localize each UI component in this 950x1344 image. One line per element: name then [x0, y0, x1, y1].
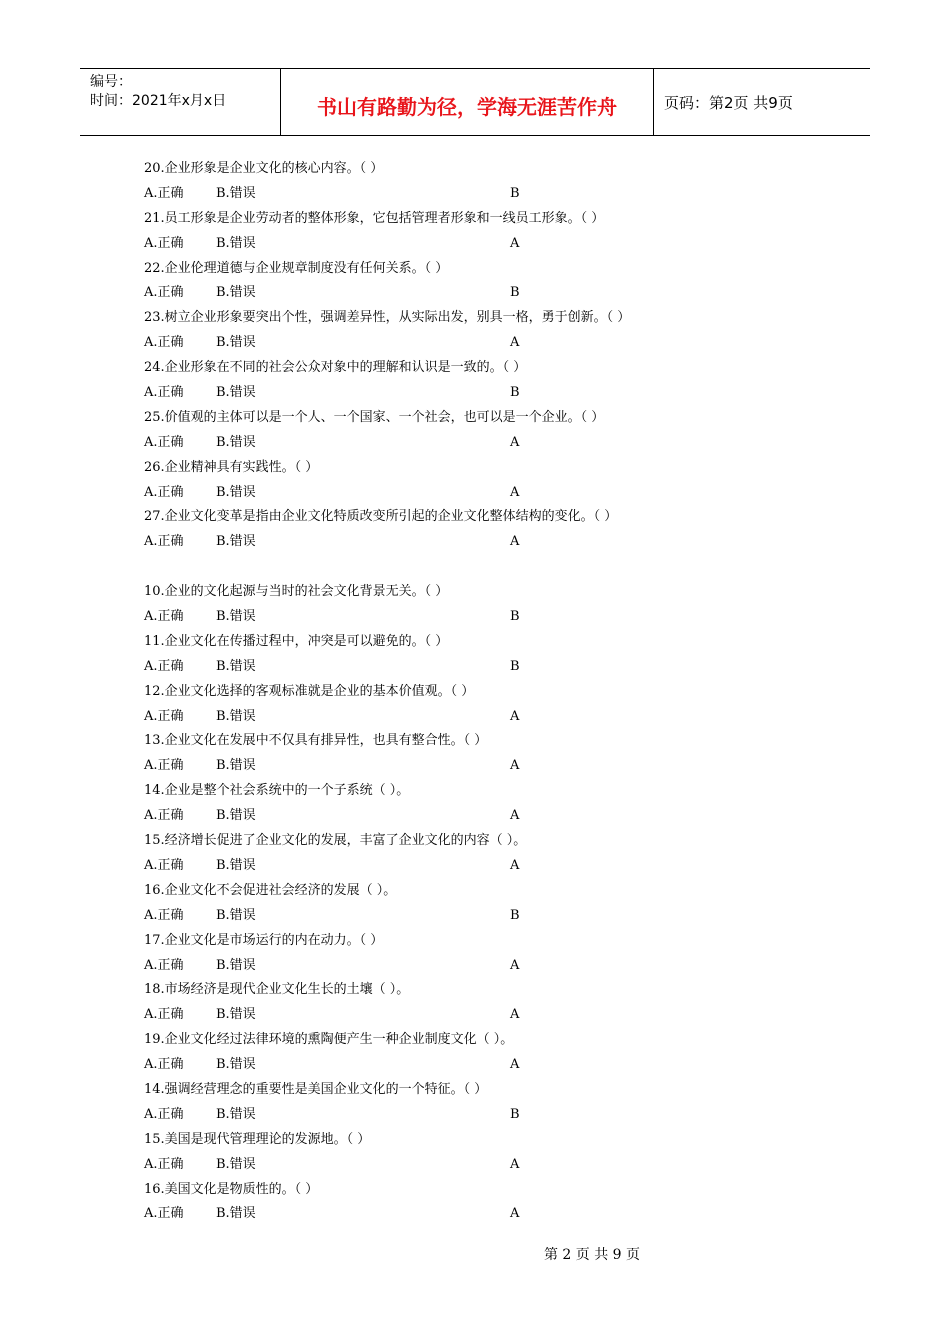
options-row — [144, 431, 744, 456]
option-a: A.正确 — [144, 609, 184, 625]
options-row — [144, 605, 744, 630]
option-b: B.错误 — [216, 235, 256, 251]
option-a: A.正确 — [144, 385, 184, 401]
option-b: B.错误 — [216, 484, 256, 500]
options-row — [144, 655, 744, 680]
option-a: A.正确 — [144, 285, 184, 301]
options-row — [144, 381, 744, 406]
answer-key: B — [510, 609, 520, 625]
option-b: B.错误 — [216, 1156, 256, 1172]
answer-key: A — [510, 1156, 520, 1172]
option-a: A.正确 — [144, 1057, 184, 1073]
question-text: 25.价值观的主体可以是一个人、一个国家、一个社会，也可以是一个企业。（ ） — [144, 409, 605, 425]
question-text: 14.强调经营理念的重要性是美国企业文化的一个特征。（ ） — [144, 1081, 488, 1097]
option-b: B.错误 — [216, 758, 256, 774]
number-label: 编号： — [90, 74, 132, 90]
page-header — [80, 68, 870, 136]
option-b: B.错误 — [216, 1206, 256, 1222]
question-text: 12.企业文化选择的客观标准就是企业的基本价值观。（ ） — [144, 683, 475, 699]
answer-key: A — [510, 484, 520, 500]
option-a: A.正确 — [144, 708, 184, 724]
option-a: A.正确 — [144, 1206, 184, 1222]
question-text: 10.企业的文化起源与当时的社会文化背景无关。（ ） — [144, 584, 449, 600]
options-row — [144, 1053, 744, 1078]
option-b: B.错误 — [216, 957, 256, 973]
header-meta — [80, 69, 281, 135]
option-a: A.正确 — [144, 484, 184, 500]
question-text: 24.企业形象在不同的社会公众对象中的理解和认识是一致的。（ ） — [144, 360, 527, 376]
answer-key: A — [510, 434, 520, 450]
question-text: 16.企业文化不会促进社会经济的发展（ ）。 — [144, 882, 397, 898]
option-b: B.错误 — [216, 808, 256, 824]
answer-key: B — [510, 658, 520, 674]
question-text: 15.美国是现代管理理论的发源地。（ ） — [144, 1131, 371, 1147]
options-row — [144, 281, 744, 306]
answer-key: A — [510, 335, 520, 351]
answer-key: A — [510, 1057, 520, 1073]
option-a: A.正确 — [144, 1007, 184, 1023]
page-footer: 第 2 页 共 9 页 — [543, 1247, 641, 1263]
question-text: 26.企业精神具有实践性。（ ） — [144, 459, 319, 475]
answer-key: B — [510, 185, 520, 201]
option-b: B.错误 — [216, 609, 256, 625]
options-row — [144, 854, 744, 879]
options-row — [144, 182, 744, 207]
option-a: A.正确 — [144, 534, 184, 550]
answer-key: B — [510, 907, 520, 923]
question-text: 16.美国文化是物质性的。（ ） — [144, 1181, 319, 1197]
option-b: B.错误 — [216, 385, 256, 401]
options-row — [144, 1153, 744, 1178]
answer-key: A — [510, 957, 520, 973]
options-row — [144, 1003, 744, 1028]
option-a: A.正确 — [144, 185, 184, 201]
answer-key: A — [510, 808, 520, 824]
options-row — [144, 804, 744, 829]
option-b: B.错误 — [216, 185, 256, 201]
question-text: 20.企业形象是企业文化的核心内容。（ ） — [144, 161, 384, 176]
options-row — [144, 331, 744, 356]
question-text: 15.经济增长促进了企业文化的发展，丰富了企业文化的内容（ ）。 — [144, 833, 527, 849]
question-text: 21.员工形象是企业劳动者的整体形象，它包括管理者形象和一线员工形象。（ ） — [144, 210, 605, 226]
option-a: A.正确 — [144, 434, 184, 450]
options-row — [144, 1202, 744, 1227]
option-b: B.错误 — [216, 658, 256, 674]
option-a: A.正确 — [144, 758, 184, 774]
question-text: 13.企业文化在发展中不仅具有排异性，也具有整合性。（ ） — [144, 733, 488, 749]
question-text: 11.企业文化在传播过程中，冲突是可以避免的。（ ） — [144, 633, 449, 649]
answer-key: B — [510, 1106, 520, 1122]
options-row — [144, 954, 744, 979]
header-motto: 书山有路勤为径，学海无涯苦作舟 — [281, 69, 654, 135]
answer-key: A — [510, 534, 520, 550]
option-a: A.正确 — [144, 658, 184, 674]
option-a: A.正确 — [144, 1106, 184, 1122]
answer-key: A — [510, 708, 520, 724]
option-b: B.错误 — [216, 708, 256, 724]
option-b: B.错误 — [216, 1057, 256, 1073]
options-row — [144, 904, 744, 929]
options-row — [144, 232, 744, 257]
option-b: B.错误 — [216, 907, 256, 923]
option-a: A.正确 — [144, 857, 184, 873]
answer-key: A — [510, 857, 520, 873]
answer-key: A — [510, 235, 520, 251]
option-a: A.正确 — [144, 957, 184, 973]
time-label: 时间：2021年x月x日 — [90, 93, 227, 109]
option-a: A.正确 — [144, 907, 184, 923]
options-row — [144, 754, 744, 779]
answer-key: B — [510, 285, 520, 301]
section-gap — [144, 555, 744, 580]
option-b: B.错误 — [216, 335, 256, 351]
option-b: B.错误 — [216, 285, 256, 301]
option-b: B.错误 — [216, 534, 256, 550]
options-row — [144, 705, 744, 730]
answer-key: A — [510, 758, 520, 774]
option-a: A.正确 — [144, 335, 184, 351]
header-page-label: 页码：第2页 共9页 — [664, 93, 793, 112]
option-a: A.正确 — [144, 235, 184, 251]
options-row — [144, 530, 744, 555]
question-text: 14.企业是整个社会系统中的一个子系统（ ）。 — [144, 783, 410, 799]
question-text: 19.企业文化经过法律环境的熏陶便产生一种企业制度文化（ ）。 — [144, 1032, 514, 1048]
answer-key: A — [510, 1007, 520, 1023]
question-text: 22.企业伦理道德与企业规章制度没有任何关系。（ ） — [144, 260, 449, 276]
question-text: 18.市场经济是现代企业文化生长的土壤（ ）。 — [144, 982, 410, 998]
option-b: B.错误 — [216, 434, 256, 450]
option-b: B.错误 — [216, 1106, 256, 1122]
answer-key: B — [510, 385, 520, 401]
question-text: 17.企业文化是市场运行的内在动力。（ ） — [144, 932, 384, 948]
option-a: A.正确 — [144, 808, 184, 824]
options-row — [144, 481, 744, 506]
option-b: B.错误 — [216, 1007, 256, 1023]
question-text: 27.企业文化变革是指由企业文化特质改变所引起的企业文化整体结构的变化。（ ） — [144, 509, 618, 525]
question-list — [144, 157, 744, 1227]
answer-key: A — [510, 1206, 520, 1222]
question-text: 23.树立企业形象要突出个性，强调差异性，从实际出发，别具一格，勇于创新。（ ） — [144, 310, 631, 326]
option-b: B.错误 — [216, 857, 256, 873]
option-a: A.正确 — [144, 1156, 184, 1172]
options-row — [144, 1103, 744, 1128]
